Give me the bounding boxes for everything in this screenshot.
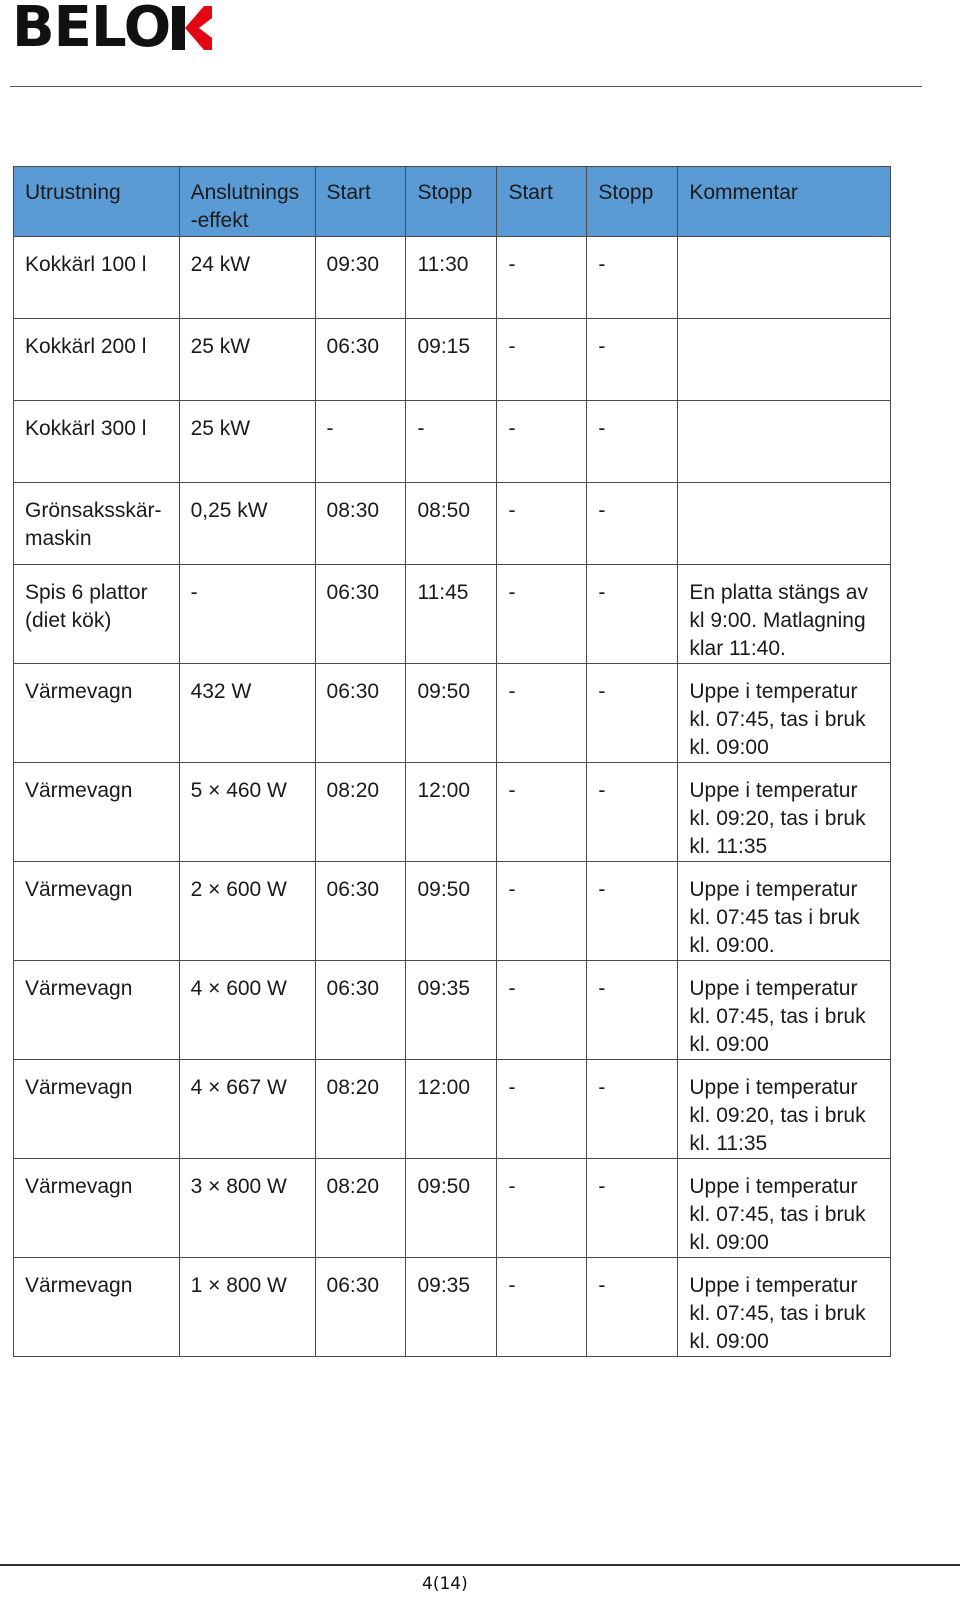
cell-kommentar: Uppe i temperatur kl. 07:45, tas i bruk kl. 09:00 <box>678 664 891 763</box>
cell-kommentar: En platta stängs av kl 9:00. Matlagning klar 11:40. <box>678 565 891 664</box>
cell-stopp-2: - <box>587 401 678 483</box>
cell-anslutningseffekt: 432 W <box>179 664 315 763</box>
cell-kommentar: Uppe i temperatur kl. 07:45, tas i bruk kl. 09:00 <box>678 961 891 1060</box>
cell-utrustning: Kokkärl 200 l <box>14 319 180 401</box>
cell-start-2: - <box>497 862 587 961</box>
logo-k-mark-icon <box>172 4 212 52</box>
cell-kommentar: Uppe i temperatur kl. 09:20, tas i bruk kl. 11:35 <box>678 1060 891 1159</box>
table-row <box>14 1258 891 1357</box>
cell-start-2: - <box>497 1258 587 1357</box>
cell-stopp-1: 09:35 <box>406 961 497 1060</box>
cell-stopp-1: 09:50 <box>406 862 497 961</box>
cell-anslutningseffekt: 4 × 600 W <box>179 961 315 1060</box>
table-row <box>14 319 891 401</box>
cell-anslutningseffekt: 2 × 600 W <box>179 862 315 961</box>
logo-text: BELO <box>12 0 171 60</box>
cell-utrustning: Värmevagn <box>14 1258 180 1357</box>
cell-kommentar <box>678 237 891 319</box>
cell-kommentar <box>678 483 891 565</box>
cell-utrustning: Värmevagn <box>14 664 180 763</box>
cell-start-2: - <box>497 664 587 763</box>
cell-anslutningseffekt: 25 kW <box>179 319 315 401</box>
cell-stopp-2: - <box>587 1159 678 1258</box>
equipment-table <box>13 166 891 1357</box>
cell-stopp-2: - <box>587 237 678 319</box>
cell-kommentar: Uppe i temperatur kl. 07:45, tas i bruk kl. 09:00 <box>678 1258 891 1357</box>
cell-utrustning: Värmevagn <box>14 961 180 1060</box>
cell-start-2: - <box>497 1060 587 1159</box>
table-row <box>14 401 891 483</box>
cell-anslutningseffekt: 5 × 460 W <box>179 763 315 862</box>
cell-start-2: - <box>497 763 587 862</box>
cell-start-1: 06:30 <box>315 664 406 763</box>
cell-anslutningseffekt: 24 kW <box>179 237 315 319</box>
table-header-row <box>14 167 891 237</box>
cell-stopp-1: 12:00 <box>406 763 497 862</box>
cell-stopp-1: 09:15 <box>406 319 497 401</box>
header-stopp-2: Stopp <box>587 167 678 237</box>
cell-start-2: - <box>497 237 587 319</box>
header-divider <box>10 86 922 87</box>
header-start-1: Start <box>315 167 406 237</box>
cell-start-2: - <box>497 483 587 565</box>
table-row <box>14 1159 891 1258</box>
cell-start-1: 06:30 <box>315 565 406 664</box>
cell-utrustning: Grönsaksskär- maskin <box>14 483 180 565</box>
cell-start-2: - <box>497 1159 587 1258</box>
company-logo <box>12 0 212 60</box>
cell-stopp-1: 08:50 <box>406 483 497 565</box>
cell-stopp-2: - <box>587 483 678 565</box>
cell-stopp-2: - <box>587 1258 678 1357</box>
cell-kommentar <box>678 401 891 483</box>
cell-stopp-1: 11:30 <box>406 237 497 319</box>
cell-start-1: 08:20 <box>315 1159 406 1258</box>
footer-divider <box>0 1564 960 1566</box>
header-start-2: Start <box>497 167 587 237</box>
cell-start-1: 08:30 <box>315 483 406 565</box>
cell-anslutningseffekt: 3 × 800 W <box>179 1159 315 1258</box>
cell-stopp-2: - <box>587 961 678 1060</box>
cell-stopp-2: - <box>587 1060 678 1159</box>
cell-start-2: - <box>497 319 587 401</box>
cell-start-2: - <box>497 401 587 483</box>
cell-start-1: 09:30 <box>315 237 406 319</box>
cell-start-1: - <box>315 401 406 483</box>
header-anslutningseffekt: Anslutnings -effekt <box>179 167 315 237</box>
header-kommentar: Kommentar <box>678 167 891 237</box>
cell-stopp-2: - <box>587 763 678 862</box>
cell-stopp-2: - <box>587 319 678 401</box>
cell-stopp-2: - <box>587 565 678 664</box>
table-row <box>14 763 891 862</box>
cell-kommentar: Uppe i temperatur kl. 07:45 tas i bruk kl. 09:00. <box>678 862 891 961</box>
cell-start-2: - <box>497 961 587 1060</box>
cell-start-1: 08:20 <box>315 1060 406 1159</box>
cell-utrustning: Kokkärl 300 l <box>14 401 180 483</box>
cell-anslutningseffekt: 1 × 800 W <box>179 1258 315 1357</box>
cell-stopp-1: 11:45 <box>406 565 497 664</box>
table-row <box>14 483 891 565</box>
cell-kommentar: Uppe i temperatur kl. 09:20, tas i bruk kl. 11:35 <box>678 763 891 862</box>
cell-kommentar: Uppe i temperatur kl. 07:45, tas i bruk kl. 09:00 <box>678 1159 891 1258</box>
cell-start-1: 06:30 <box>315 1258 406 1357</box>
cell-utrustning: Värmevagn <box>14 1159 180 1258</box>
cell-start-2: - <box>497 565 587 664</box>
cell-stopp-1: 12:00 <box>406 1060 497 1159</box>
table-row <box>14 862 891 961</box>
cell-stopp-2: - <box>587 862 678 961</box>
cell-anslutningseffekt: 0,25 kW <box>179 483 315 565</box>
cell-start-1: 06:30 <box>315 319 406 401</box>
cell-stopp-2: - <box>587 664 678 763</box>
cell-start-1: 08:20 <box>315 763 406 862</box>
cell-stopp-1: - <box>406 401 497 483</box>
cell-utrustning: Värmevagn <box>14 862 180 961</box>
cell-utrustning: Värmevagn <box>14 1060 180 1159</box>
cell-stopp-1: 09:50 <box>406 1159 497 1258</box>
table-row <box>14 565 891 664</box>
cell-anslutningseffekt: 25 kW <box>179 401 315 483</box>
cell-start-1: 06:30 <box>315 961 406 1060</box>
table-row <box>14 961 891 1060</box>
cell-utrustning: Spis 6 plattor (diet kök) <box>14 565 180 664</box>
table-row <box>14 237 891 319</box>
cell-kommentar <box>678 319 891 401</box>
table-row <box>14 1060 891 1159</box>
header-stopp-1: Stopp <box>406 167 497 237</box>
cell-anslutningseffekt: 4 × 667 W <box>179 1060 315 1159</box>
cell-start-1: 06:30 <box>315 862 406 961</box>
cell-stopp-1: 09:35 <box>406 1258 497 1357</box>
cell-utrustning: Kokkärl 100 l <box>14 237 180 319</box>
cell-anslutningseffekt: - <box>179 565 315 664</box>
header-utrustning: Utrustning <box>14 167 180 237</box>
table-row <box>14 664 891 763</box>
cell-stopp-1: 09:50 <box>406 664 497 763</box>
page-number: 4(14) <box>422 1574 468 1594</box>
cell-utrustning: Värmevagn <box>14 763 180 862</box>
